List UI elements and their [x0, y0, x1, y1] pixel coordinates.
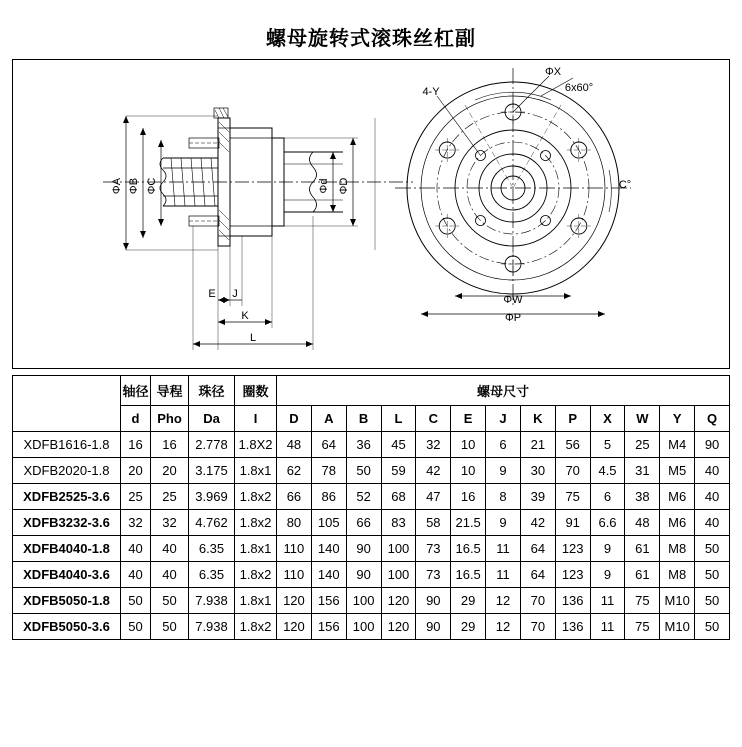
cell-model: XDFB1616-1.8	[13, 432, 121, 458]
cell-value: 50	[121, 614, 151, 640]
label-phi-x: ΦX	[544, 66, 562, 78]
cell-value: 120	[277, 614, 312, 640]
cell-value: 91	[555, 510, 590, 536]
cell-value: 5	[590, 432, 625, 458]
cell-value: 47	[416, 484, 451, 510]
header-model	[13, 376, 121, 432]
cell-value: 86	[311, 484, 346, 510]
cell-value: 75	[555, 484, 590, 510]
table-group-header-row	[13, 376, 730, 406]
cell-value: 123	[555, 536, 590, 562]
cell-value: 62	[277, 458, 312, 484]
table-sub-header-row	[13, 406, 730, 432]
cell-value: 9	[486, 510, 521, 536]
header-turns: 圈数	[235, 376, 277, 406]
specification-table	[12, 375, 730, 640]
cell-value: 48	[277, 432, 312, 458]
label-phi-d-big: ΦD	[338, 177, 350, 195]
cell-value: 90	[346, 562, 381, 588]
table-row	[13, 432, 730, 458]
cell-value: 11	[486, 536, 521, 562]
cell-value: 32	[416, 432, 451, 458]
table-row	[13, 614, 730, 640]
cell-value: 90	[416, 614, 451, 640]
cell-value: 80	[277, 510, 312, 536]
cell-value: 70	[520, 614, 555, 640]
cell-value: 42	[416, 458, 451, 484]
cell-value: 16	[121, 432, 151, 458]
cell-value: 70	[520, 588, 555, 614]
cell-value: 12	[486, 614, 521, 640]
cell-value: 1.8x1	[235, 458, 277, 484]
cell-value: M8	[660, 562, 695, 588]
cell-value: 42	[520, 510, 555, 536]
cell-value: 40	[695, 484, 730, 510]
cell-value: 4.762	[189, 510, 235, 536]
cell-value: 50	[695, 536, 730, 562]
cell-value: 75	[625, 614, 660, 640]
cell-value: 73	[416, 536, 451, 562]
cell-value: 120	[277, 588, 312, 614]
label-e: E	[208, 288, 216, 300]
cell-value: 40	[695, 458, 730, 484]
cell-value: 30	[520, 458, 555, 484]
cell-model: XDFB3232-3.6	[13, 510, 121, 536]
cell-value: 136	[555, 588, 590, 614]
cell-value: 1.8x2	[235, 510, 277, 536]
cell-value: 140	[311, 562, 346, 588]
label-phi-c: ΦC	[146, 177, 158, 195]
cell-value: 90	[346, 536, 381, 562]
cell-value: 105	[311, 510, 346, 536]
subheader-B: B	[346, 406, 381, 432]
subheader-pho: Pho	[151, 406, 189, 432]
cell-value: 1.8x1	[235, 536, 277, 562]
cell-value: 100	[346, 614, 381, 640]
cell-value: 1.8x1	[235, 588, 277, 614]
cell-value: 11	[486, 562, 521, 588]
subheader-K: K	[520, 406, 555, 432]
cell-value: 64	[520, 562, 555, 588]
drawing-svg	[13, 60, 731, 368]
cell-value: 10	[451, 432, 486, 458]
table-row	[13, 536, 730, 562]
cell-value: 4.5	[590, 458, 625, 484]
cell-value: 50	[695, 614, 730, 640]
cell-value: 75	[625, 588, 660, 614]
cell-value: 16	[151, 432, 189, 458]
cell-value: 7.938	[189, 614, 235, 640]
subheader-Y: Y	[660, 406, 695, 432]
cell-value: 21	[520, 432, 555, 458]
cell-value: 9	[486, 458, 521, 484]
subheader-D: D	[277, 406, 312, 432]
technical-drawing	[12, 59, 730, 369]
cell-value: 6	[486, 432, 521, 458]
subheader-L: L	[381, 406, 416, 432]
cell-value: 3.969	[189, 484, 235, 510]
cell-value: 100	[381, 536, 416, 562]
cell-value: 40	[121, 562, 151, 588]
cell-value: M8	[660, 536, 695, 562]
label-phi-d-small: Φd	[318, 178, 330, 194]
cell-value: 59	[381, 458, 416, 484]
cell-value: 6.35	[189, 562, 235, 588]
cell-value: 1.8x2	[235, 484, 277, 510]
cell-value: 31	[625, 458, 660, 484]
cell-value: 32	[151, 510, 189, 536]
cell-value: 156	[311, 588, 346, 614]
cell-value: M4	[660, 432, 695, 458]
cell-value: 6	[590, 484, 625, 510]
cell-value: 36	[346, 432, 381, 458]
cell-value: 56	[555, 432, 590, 458]
table-row	[13, 562, 730, 588]
cell-value: 50	[151, 614, 189, 640]
subheader-Q: Q	[695, 406, 730, 432]
cell-value: 90	[416, 588, 451, 614]
cell-value: 11	[590, 588, 625, 614]
cell-value: 32	[121, 510, 151, 536]
cell-model: XDFB4040-3.6	[13, 562, 121, 588]
cell-value: 16	[451, 484, 486, 510]
cell-model: XDFB5050-3.6	[13, 614, 121, 640]
cell-value: 68	[381, 484, 416, 510]
cell-value: 40	[695, 510, 730, 536]
cell-value: 120	[381, 588, 416, 614]
subheader-d: d	[121, 406, 151, 432]
cell-value: 61	[625, 536, 660, 562]
cell-value: 70	[555, 458, 590, 484]
cell-value: M10	[660, 614, 695, 640]
label-phi-p: ΦP	[504, 312, 522, 324]
cell-value: 40	[151, 536, 189, 562]
cell-value: 40	[151, 562, 189, 588]
cell-value: 61	[625, 562, 660, 588]
cell-model: XDFB2020-1.8	[13, 458, 121, 484]
cell-value: 1.8x2	[235, 562, 277, 588]
cell-value: 58	[416, 510, 451, 536]
cell-value: 48	[625, 510, 660, 536]
cell-value: 90	[695, 432, 730, 458]
subheader-P: P	[555, 406, 590, 432]
cell-value: 16.5	[451, 536, 486, 562]
subheader-W: W	[625, 406, 660, 432]
cell-value: 29	[451, 588, 486, 614]
cell-model: XDFB2525-3.6	[13, 484, 121, 510]
page-title: 螺母旋转式滚珠丝杠副	[266, 28, 476, 50]
cell-value: 64	[520, 536, 555, 562]
cell-value: 25	[151, 484, 189, 510]
cell-value: 110	[277, 536, 312, 562]
cell-value: 156	[311, 614, 346, 640]
cell-value: 45	[381, 432, 416, 458]
cell-value: 2.778	[189, 432, 235, 458]
cell-value: 110	[277, 562, 312, 588]
cell-value: 123	[555, 562, 590, 588]
cell-model: XDFB4040-1.8	[13, 536, 121, 562]
cell-value: 10	[451, 458, 486, 484]
cell-value: 8	[486, 484, 521, 510]
cell-value: 38	[625, 484, 660, 510]
cell-value: 50	[121, 588, 151, 614]
cell-value: 83	[381, 510, 416, 536]
subheader-A: A	[311, 406, 346, 432]
cell-value: 100	[346, 588, 381, 614]
cell-value: 100	[381, 562, 416, 588]
cell-value: 66	[277, 484, 312, 510]
cell-value: 140	[311, 536, 346, 562]
cell-value: 9	[590, 562, 625, 588]
label-c-angle: C°	[618, 179, 632, 191]
cell-value: M5	[660, 458, 695, 484]
subheader-J: J	[486, 406, 521, 432]
label-phi-b: ΦB	[128, 177, 140, 195]
cell-value: 1.8x2	[235, 614, 277, 640]
cell-value: 7.938	[189, 588, 235, 614]
subheader-C: C	[416, 406, 451, 432]
subheader-E: E	[451, 406, 486, 432]
table-body	[13, 432, 730, 640]
cell-value: 39	[520, 484, 555, 510]
header-shaft-dia: 轴径	[121, 376, 151, 406]
cell-value: 50	[695, 562, 730, 588]
label-k: K	[241, 310, 249, 322]
label-j: J	[232, 288, 238, 300]
cell-value: 20	[151, 458, 189, 484]
cell-value: 120	[381, 614, 416, 640]
cell-value: 40	[121, 536, 151, 562]
subheader-X: X	[590, 406, 625, 432]
cell-value: M6	[660, 510, 695, 536]
label-6x60: 6x60°	[564, 82, 594, 94]
header-ball-dia: 珠径	[189, 376, 235, 406]
subheader-i: I	[235, 406, 277, 432]
cell-value: 21.5	[451, 510, 486, 536]
cell-value: 12	[486, 588, 521, 614]
cell-value: 50	[151, 588, 189, 614]
table-row	[13, 510, 730, 536]
cell-value: 25	[121, 484, 151, 510]
cell-value: 29	[451, 614, 486, 640]
cell-value: M6	[660, 484, 695, 510]
cell-value: 1.8X2	[235, 432, 277, 458]
cell-value: 9	[590, 536, 625, 562]
cell-model: XDFB5050-1.8	[13, 588, 121, 614]
label-l: L	[249, 332, 257, 344]
cell-value: 20	[121, 458, 151, 484]
cell-value: 52	[346, 484, 381, 510]
cell-value: 64	[311, 432, 346, 458]
label-phi-a: ΦA	[111, 177, 123, 195]
table-row	[13, 458, 730, 484]
table-row	[13, 484, 730, 510]
header-lead: 导程	[151, 376, 189, 406]
label-phi-w: ΦW	[503, 294, 523, 306]
cell-value: 136	[555, 614, 590, 640]
cell-value: 6.6	[590, 510, 625, 536]
cell-value: 78	[311, 458, 346, 484]
cell-value: 73	[416, 562, 451, 588]
table-row	[13, 588, 730, 614]
cell-value: 3.175	[189, 458, 235, 484]
cell-value: 11	[590, 614, 625, 640]
label-4-y: 4-Y	[422, 86, 440, 98]
header-nut-dims: 螺母尺寸	[277, 376, 730, 406]
cell-value: 25	[625, 432, 660, 458]
cell-value: 50	[346, 458, 381, 484]
cell-value: M10	[660, 588, 695, 614]
cell-value: 66	[346, 510, 381, 536]
cell-value: 16.5	[451, 562, 486, 588]
cell-value: 6.35	[189, 536, 235, 562]
cell-value: 50	[695, 588, 730, 614]
subheader-da: Da	[189, 406, 235, 432]
